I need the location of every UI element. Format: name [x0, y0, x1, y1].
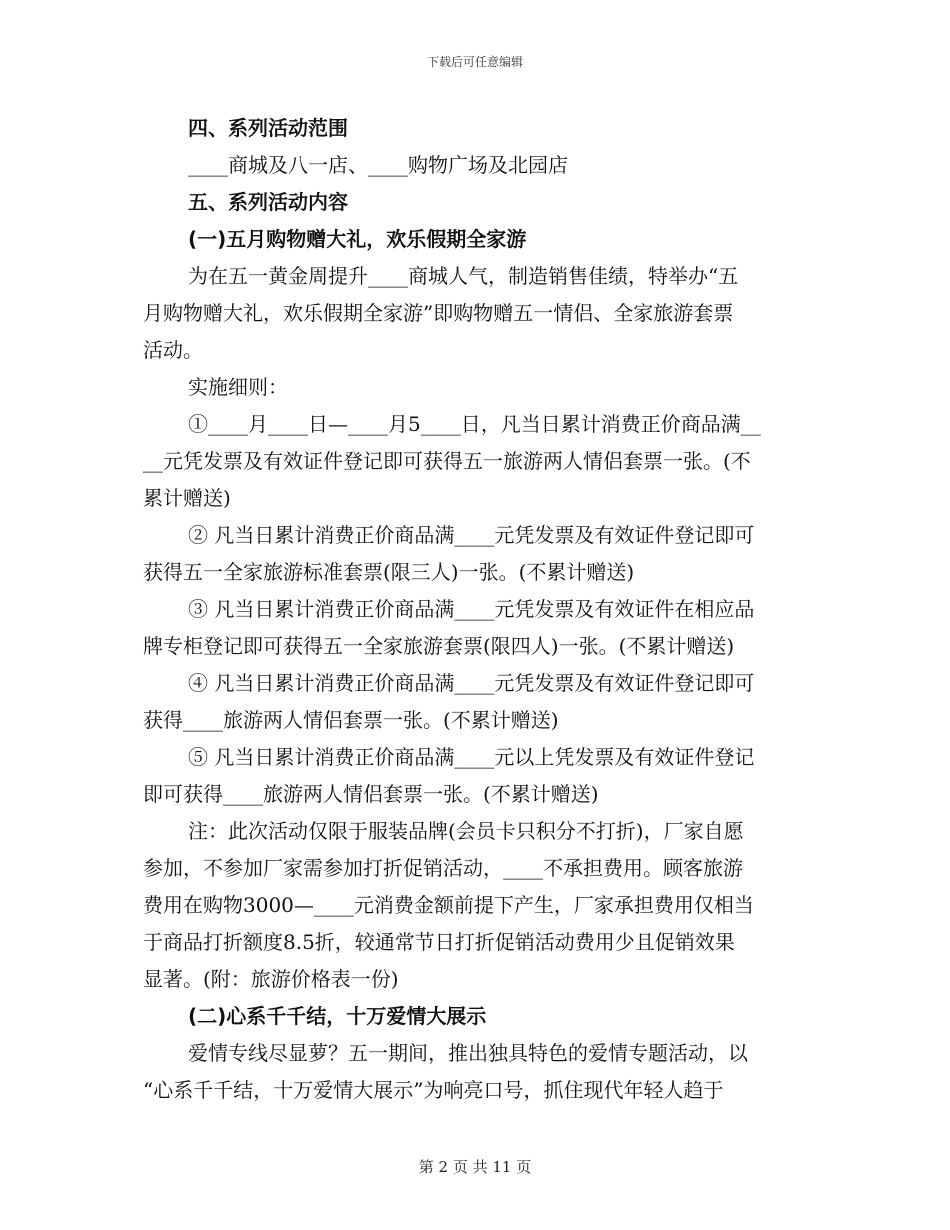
section-heading: 五、系列活动内容 — [188, 190, 348, 214]
paragraph-line: 显著。(附：旅游价格表一份) — [143, 967, 399, 991]
paragraph-line: ____商城及八一店、____购物广场及北园店 — [188, 153, 568, 177]
paragraph-line: __元凭发票及有效证件登记即可获得五一旅游两人情侣套票一张。(不 — [143, 449, 751, 473]
paragraph-line: “心系千千结，十万爱情大展示”为响亮口号，抓住现代年轻人趋于 — [143, 1078, 724, 1102]
paragraph-line: ⑤ 凡当日累计消费正价商品满____元以上凭发票及有效证件登记 — [188, 745, 755, 769]
paragraph-line: ② 凡当日累计消费正价商品满____元凭发票及有效证件登记即可 — [188, 523, 755, 547]
section-heading: 四、系列活动范围 — [188, 116, 348, 140]
paragraph-line: ①____月____日—____月5____日，凡当日累计消费正价商品满__ — [188, 412, 761, 436]
paragraph-line: 获得五一全家旅游标准套票(限三人)一张。(不累计赠送) — [143, 560, 635, 584]
paragraph-line: 于商品打折额度8.5折，较通常节日打折促销活动费用少且促销效果 — [143, 930, 735, 954]
paragraph-line: 月购物赠大礼，欢乐假期全家游”即购物赠五一情侣、全家旅游套票 — [143, 301, 734, 325]
paragraph-line: ③ 凡当日累计消费正价商品满____元凭发票及有效证件在相应品 — [188, 597, 755, 621]
paragraph-line: ④ 凡当日累计消费正价商品满____元凭发票及有效证件登记即可 — [188, 671, 755, 695]
paragraph-line: 注：此次活动仅限于服装品牌(会员卡只积分不打折)，厂家自愿 — [188, 819, 744, 843]
paragraph-line: 费用在购物3000—____元消费金额前提下产生，厂家承担费用仅相当 — [143, 893, 754, 917]
paragraph-line: 即可获得____旅游两人情侣套票一张。(不累计赠送) — [143, 782, 599, 806]
page-footer: 第 2 页 共 11 页 — [418, 1158, 532, 1176]
document-body — [143, 110, 815, 1109]
section-heading: (一)五月购物赠大礼，欢乐假期全家游 — [188, 227, 527, 251]
page-header: 下载后可任意编辑 — [426, 55, 523, 69]
paragraph-line: 牌专柜登记即可获得五一全家旅游套票(限四人)一张。(不累计赠送) — [143, 634, 735, 658]
paragraph-line: 为在五一黄金周提升____商城人气，制造销售佳绩，特举办“五 — [188, 264, 739, 288]
paragraph-line: 实施细则： — [188, 375, 288, 399]
paragraph-line: 获得____旅游两人情侣套票一张。(不累计赠送) — [143, 708, 559, 732]
paragraph-line: 累计赠送) — [143, 486, 231, 510]
paragraph-line: 活动。 — [143, 338, 203, 362]
section-heading: (二)心系千千结，十万爱情大展示 — [188, 1004, 487, 1028]
paragraph-line: 参加，不参加厂家需参加打折促销活动，____不承担费用。顾客旅游 — [143, 856, 743, 880]
paragraph-line: 爱情专线尽显萝？五一期间，推出独具特色的爱情专题活动，以 — [188, 1041, 748, 1065]
